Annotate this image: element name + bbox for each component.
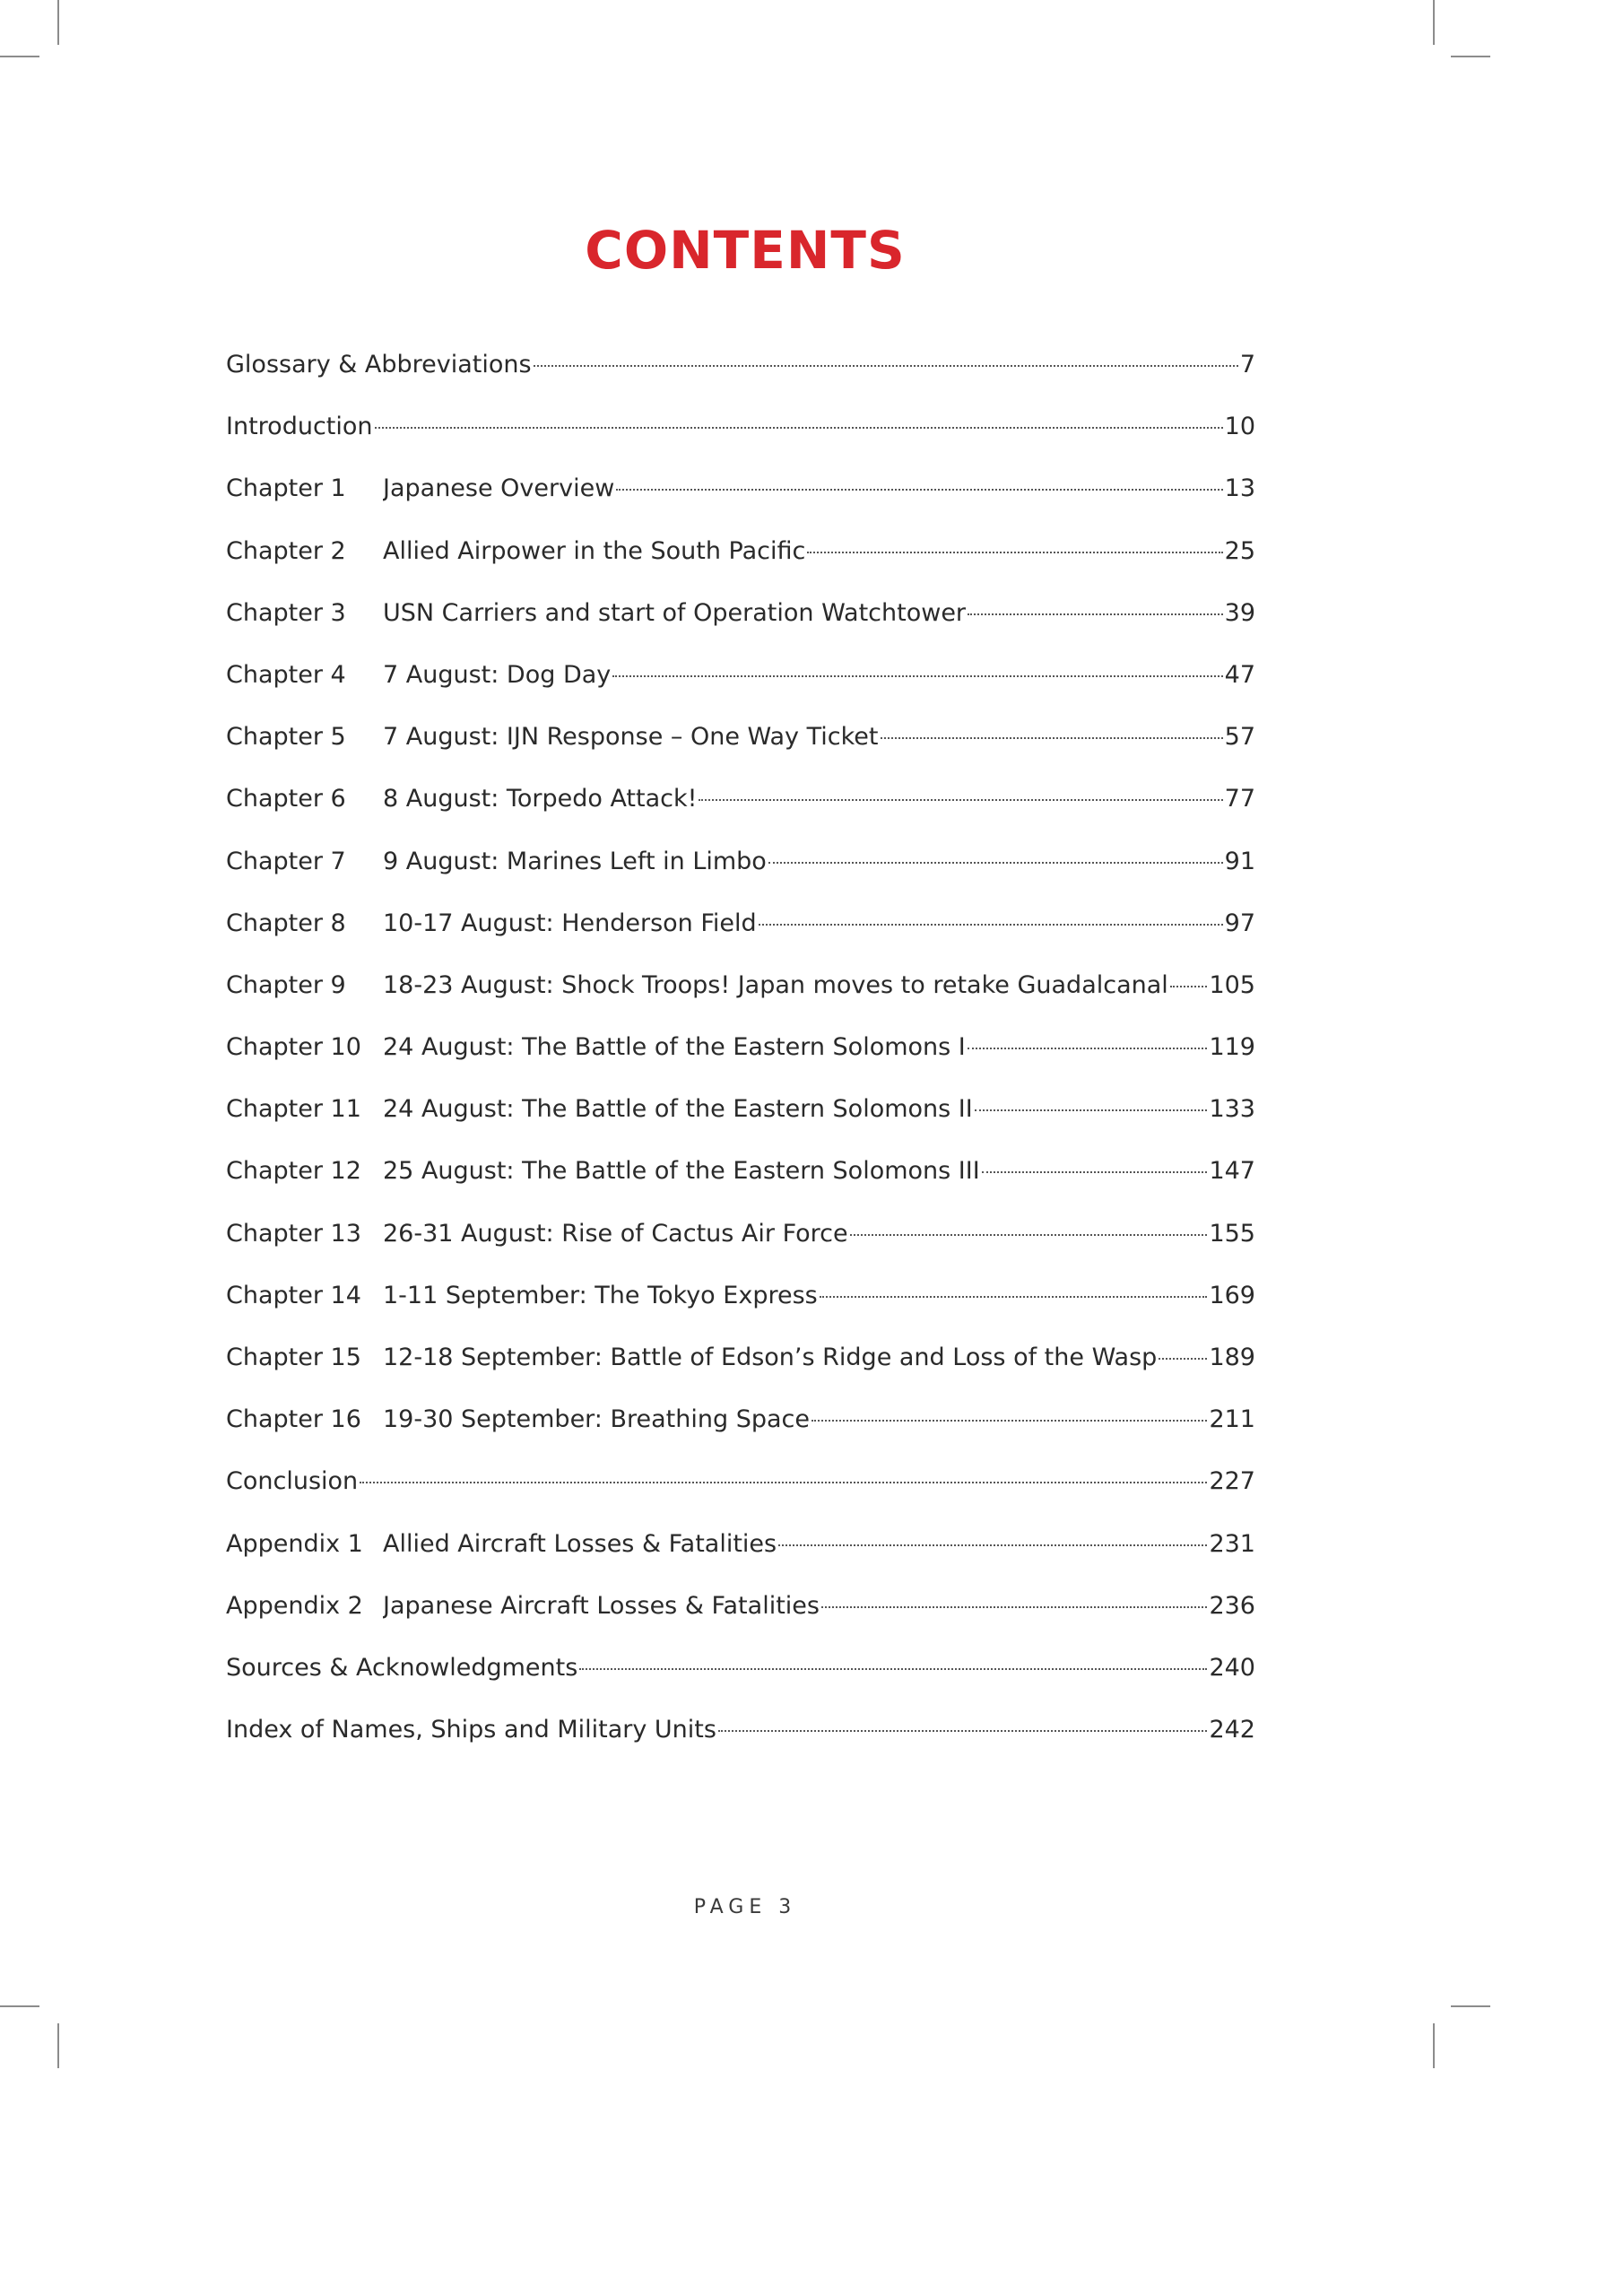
toc-leader-dots xyxy=(982,1171,1208,1173)
toc-entry-label: Chapter 8 xyxy=(226,909,346,937)
toc-entry[interactable] xyxy=(226,1156,1255,1218)
toc-leader-dots xyxy=(534,365,1238,367)
toc-entry-title: 1-11 September: The Tokyo Express xyxy=(383,1281,818,1309)
toc-entry-title: Conclusion xyxy=(226,1467,359,1496)
toc-entry[interactable] xyxy=(226,970,1255,1032)
toc-entry-title: Allied Airpower in the South Pacific xyxy=(383,536,806,565)
toc-entry[interactable] xyxy=(226,536,1255,598)
toc-entry-page: 242 xyxy=(1209,1716,1255,1744)
toc-entry[interactable] xyxy=(226,1405,1255,1466)
toc-leader-dots xyxy=(1159,1358,1207,1360)
page-title: CONTENTS xyxy=(585,220,906,281)
crop-mark-bottom-right-h xyxy=(1451,2005,1490,2007)
toc-entry[interactable] xyxy=(226,1219,1255,1281)
crop-mark-bottom-left xyxy=(57,2023,59,2068)
toc-entry-title: USN Carriers and start of Operation Watchtower xyxy=(383,598,967,627)
toc-leader-dots xyxy=(778,1544,1207,1546)
toc-entry[interactable] xyxy=(226,722,1255,784)
toc-entry[interactable] xyxy=(226,660,1255,722)
toc-entry-label: Chapter 2 xyxy=(226,536,346,565)
toc-entry[interactable] xyxy=(226,1343,1255,1405)
toc-entry-page: 155 xyxy=(1209,1219,1255,1248)
toc-entry-page: 47 xyxy=(1224,660,1255,689)
toc-entry-page: 97 xyxy=(1224,909,1255,937)
toc-entry-title: 9 August: Marines Left in Limbo xyxy=(383,847,767,875)
toc-entry-title: 24 August: The Battle of the Eastern Solomons I xyxy=(383,1033,966,1062)
toc-entry-title: 8 August: Torpedo Attack! xyxy=(383,785,698,813)
toc-entry[interactable] xyxy=(226,1466,1255,1528)
toc-entry-page: 231 xyxy=(1209,1529,1255,1558)
toc-entry-page: 25 xyxy=(1224,536,1255,565)
toc-entry[interactable] xyxy=(226,350,1255,412)
toc-entry-label: Chapter 3 xyxy=(226,598,346,627)
toc-leader-dots xyxy=(579,1668,1207,1670)
toc-entry-label: Chapter 14 xyxy=(226,1281,361,1309)
toc-entry-title: Sources & Acknowledgments xyxy=(226,1653,578,1682)
toc-entry-label: Chapter 6 xyxy=(226,785,346,813)
toc-entry-title: 24 August: The Battle of the Eastern Solomons II xyxy=(383,1095,973,1124)
crop-mark-top-right xyxy=(1433,0,1435,45)
toc-entry[interactable] xyxy=(226,1591,1255,1653)
toc-entry-page: 119 xyxy=(1209,1033,1255,1062)
toc-entry-page: 13 xyxy=(1224,474,1255,503)
toc-leader-dots xyxy=(759,924,1223,926)
toc-leader-dots xyxy=(975,1109,1208,1111)
toc-entry[interactable] xyxy=(226,1529,1255,1591)
toc-entry-title: 26-31 August: Rise of Cactus Air Force xyxy=(383,1219,848,1248)
toc-entry-label: Chapter 13 xyxy=(226,1219,361,1248)
toc-entry[interactable] xyxy=(226,909,1255,970)
crop-mark-top-right-h xyxy=(1451,56,1490,57)
toc-entry-label: Chapter 7 xyxy=(226,847,346,875)
toc-entry[interactable] xyxy=(226,598,1255,660)
toc-entry[interactable] xyxy=(226,1032,1255,1094)
toc-leader-dots xyxy=(612,675,1222,677)
toc-entry-page: 7 xyxy=(1239,351,1255,378)
toc-entry[interactable] xyxy=(226,784,1255,846)
toc-entry-page: 147 xyxy=(1209,1157,1255,1186)
toc-leader-dots xyxy=(812,1420,1207,1422)
toc-entry-page: 227 xyxy=(1209,1467,1255,1496)
toc-entry-label: Chapter 1 xyxy=(226,474,346,503)
toc-entry-label: Chapter 4 xyxy=(226,660,346,689)
toc-entry-title: 10-17 August: Henderson Field xyxy=(383,909,757,937)
toc-entry-page: 39 xyxy=(1224,598,1255,627)
toc-entry-label: Chapter 15 xyxy=(226,1344,361,1371)
toc-entry-page: 169 xyxy=(1209,1281,1255,1309)
toc-leader-dots xyxy=(718,1730,1208,1732)
table-of-contents xyxy=(226,350,1255,1777)
toc-leader-dots xyxy=(699,799,1222,801)
toc-entry-title: 7 August: IJN Response – One Way Ticket xyxy=(383,723,879,752)
toc-entry-title: Glossary & Abbreviations xyxy=(226,351,532,378)
toc-leader-dots xyxy=(360,1482,1207,1483)
toc-entry-title: 25 August: The Battle of the Eastern Solomons III xyxy=(383,1157,980,1186)
toc-entry[interactable] xyxy=(226,474,1255,535)
page-number-footer: PAGE 3 xyxy=(693,1896,797,1918)
crop-mark-top-left-h xyxy=(0,56,39,57)
toc-leader-dots xyxy=(375,427,1223,429)
toc-entry-label: Chapter 12 xyxy=(226,1157,361,1186)
toc-entry[interactable] xyxy=(226,1653,1255,1715)
toc-entry-page: 57 xyxy=(1224,723,1255,752)
toc-entry-label: Chapter 16 xyxy=(226,1405,361,1434)
toc-entry-title: Japanese Overview xyxy=(383,474,615,503)
toc-leader-dots xyxy=(807,552,1222,553)
toc-entry-page: 10 xyxy=(1224,413,1255,441)
toc-entry[interactable] xyxy=(226,1094,1255,1156)
toc-leader-dots xyxy=(881,737,1223,739)
toc-leader-dots xyxy=(968,613,1223,615)
toc-entry-title: 7 August: Dog Day xyxy=(383,660,612,689)
toc-entry-title: Introduction xyxy=(226,413,373,441)
toc-leader-dots xyxy=(1170,986,1208,987)
toc-entry-page: 133 xyxy=(1209,1095,1255,1124)
crop-mark-bottom-right xyxy=(1433,2023,1435,2068)
toc-entry-label: Appendix 2 xyxy=(226,1591,363,1620)
toc-entry-label: Chapter 9 xyxy=(226,970,346,999)
toc-entry-label: Chapter 11 xyxy=(226,1095,361,1124)
toc-entry-page: 105 xyxy=(1209,970,1255,999)
toc-entry[interactable] xyxy=(226,847,1255,909)
toc-entry-title: Japanese Aircraft Losses & Fatalities xyxy=(383,1591,820,1620)
toc-entry-page: 91 xyxy=(1224,847,1255,875)
toc-entry-title: Allied Aircraft Losses & Fatalities xyxy=(383,1529,777,1558)
toc-entry-page: 77 xyxy=(1224,785,1255,813)
toc-entry[interactable] xyxy=(226,1715,1255,1777)
toc-entry-label: Chapter 5 xyxy=(226,723,346,752)
toc-entry-page: 240 xyxy=(1209,1653,1255,1682)
crop-mark-bottom-left-h xyxy=(0,2005,39,2007)
toc-entry-label: Appendix 1 xyxy=(226,1529,363,1558)
toc-entry-label: Chapter 10 xyxy=(226,1033,361,1062)
toc-entry-title: 12-18 September: Battle of Edson’s Ridge and Loss of the Wasp xyxy=(383,1344,1158,1371)
toc-entry-title: 19-30 September: Breathing Space xyxy=(383,1405,810,1434)
toc-entry-title: 18-23 August: Shock Troops! Japan moves to retake Guadalcanal xyxy=(383,970,1168,999)
toc-leader-dots xyxy=(820,1296,1208,1298)
toc-leader-dots xyxy=(850,1234,1208,1236)
toc-entry-page: 211 xyxy=(1209,1405,1255,1434)
crop-mark-top-left xyxy=(57,0,59,45)
toc-entry-page: 236 xyxy=(1209,1591,1255,1620)
toc-leader-dots xyxy=(616,489,1222,491)
toc-leader-dots xyxy=(768,862,1223,864)
toc-entry[interactable] xyxy=(226,1281,1255,1343)
toc-entry-title: Index of Names, Ships and Military Units xyxy=(226,1716,716,1744)
toc-leader-dots xyxy=(821,1606,1207,1608)
toc-entry-page: 189 xyxy=(1209,1344,1255,1371)
toc-leader-dots xyxy=(968,1048,1208,1049)
toc-entry[interactable] xyxy=(226,412,1255,474)
